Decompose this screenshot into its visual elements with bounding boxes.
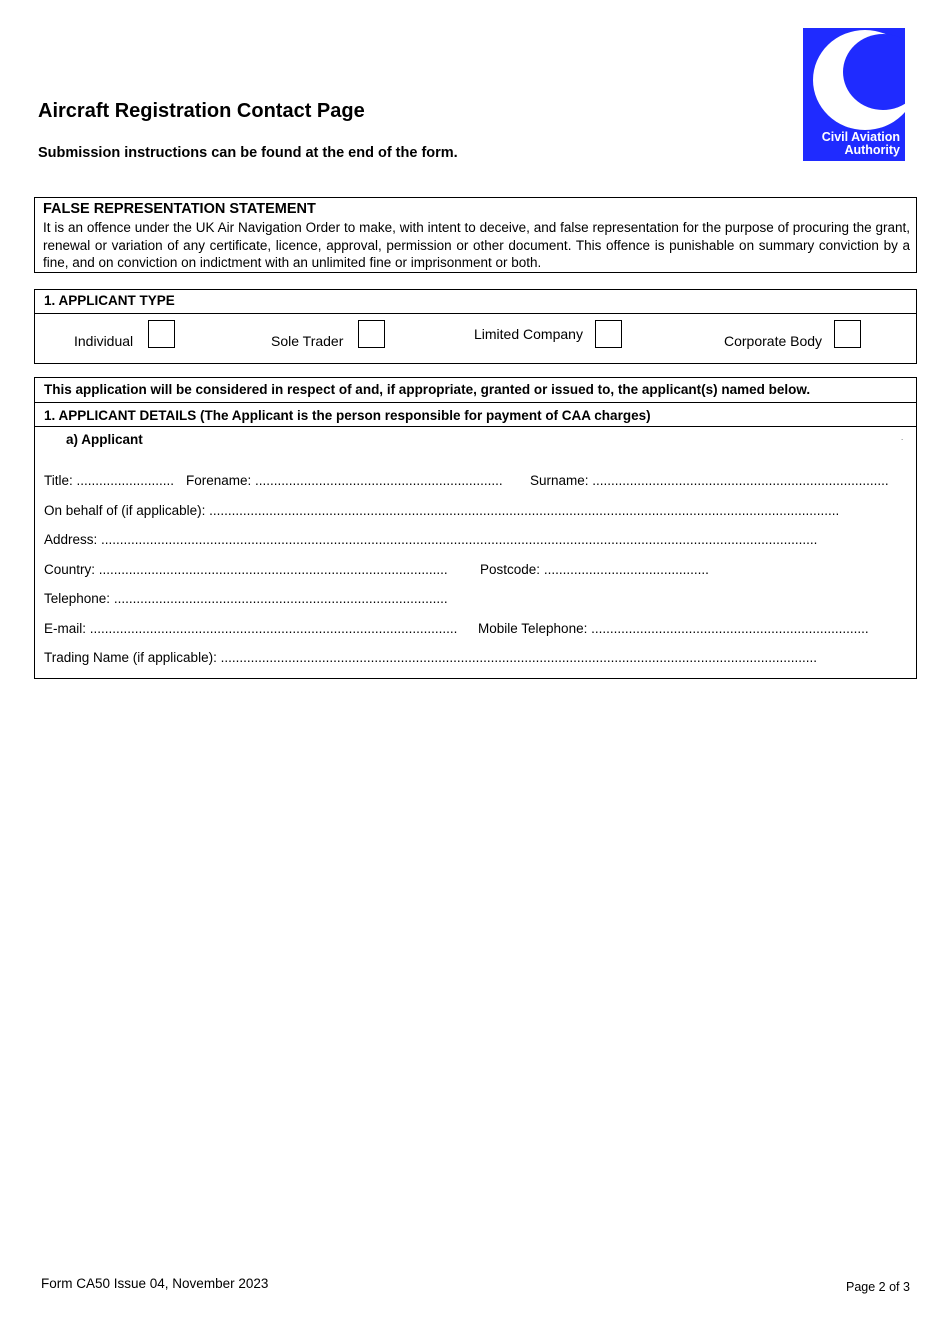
country-label: Country: [44, 562, 96, 577]
checkbox-individual[interactable] [148, 320, 175, 348]
page-title: Aircraft Registration Contact Page [38, 100, 365, 122]
option-label-sole-trader: Sole Trader [271, 333, 344, 349]
applicant-notice-row [35, 378, 916, 403]
title-field[interactable]: Title: .......................... [44, 473, 175, 488]
applicant-type-heading: 1. APPLICANT TYPE [44, 293, 175, 308]
applicant-type-header [35, 290, 916, 314]
checkbox-sole-trader[interactable] [358, 320, 385, 348]
email-label: E-mail: [44, 621, 87, 636]
trading-name-field[interactable]: Trading Name (if applicable): ............................................................................................................................................................... [44, 650, 817, 665]
country-field[interactable]: Country: ............................................................................................. [44, 562, 448, 577]
surname-label: Surname: [530, 473, 589, 488]
form-identifier: Form CA50 Issue 04, November 2023 [41, 1276, 269, 1291]
address-field[interactable]: Address: ............................................................................................................................................................................................... [44, 532, 818, 547]
surname-field[interactable]: Surname: ............................................................................... [530, 473, 889, 488]
on-behalf-label: On behalf of (if applicable): [44, 503, 206, 518]
address-label: Address: [44, 532, 98, 547]
caa-logo [803, 28, 905, 161]
trading-name-label: Trading Name (if applicable): [44, 650, 217, 665]
mobile-telephone-label: Mobile Telephone: [478, 621, 588, 636]
option-label-individual: Individual [74, 333, 134, 349]
checkbox-corporate-body[interactable] [834, 320, 861, 348]
forename-label: Forename: [186, 473, 252, 488]
mobile-telephone-field[interactable]: Mobile Telephone: .......................................................................... [478, 621, 869, 636]
postcode-field[interactable]: Postcode: ............................................ [480, 562, 709, 577]
false-representation-heading: FALSE REPRESENTATION STATEMENT [43, 201, 316, 217]
applicant-details-header [35, 402, 916, 427]
logo-text-line1: Civil Aviation [821, 130, 900, 144]
checkbox-limited-company[interactable] [595, 320, 622, 348]
option-label-limited-company: Limited Company [474, 326, 583, 342]
applicant-sub-label: a) Applicant [66, 432, 143, 447]
title-label: Title: [44, 473, 73, 488]
submission-instructions-note: Submission instructions can be found at the end of the form. [38, 145, 458, 161]
option-label-corporate-body: Corporate Body [724, 333, 823, 349]
forename-field[interactable]: Forename: .................................................................. [186, 473, 503, 488]
applicant-notice: This application will be considered in respect of and, if appropriate, granted or issued to, the applicant(s) named below. [44, 382, 811, 397]
false-representation-text: It is an offence under the UK Air Navigation Order to make, with intent to deceive, and false representation for the purpose of procuring the grant, renewal or variation of any certificate, licence, approval, permission or other document. This offence is punishable on summary conviction by a fine, and on conviction on indictment with an unlimited fine or imprisonment or both. [43, 220, 910, 270]
postcode-label: Postcode: [480, 562, 541, 577]
stray-mark: . [901, 433, 904, 442]
telephone-label: Telephone: [44, 591, 111, 606]
email-field[interactable]: E-mail: .................................................................................................. [44, 621, 458, 636]
telephone-field[interactable]: Telephone: ......................................................................................... [44, 591, 448, 606]
false-representation-box [34, 197, 917, 273]
on-behalf-field[interactable]: On behalf of (if applicable): ........................................................................................................................................................................ [44, 503, 840, 518]
logo-text-line2: Authority [844, 143, 900, 157]
applicant-details-heading: 1. APPLICANT DETAILS (The Applicant is the person responsible for payment of CAA charges) [44, 408, 651, 423]
page-number: Page 2 of 3 [846, 1280, 910, 1294]
